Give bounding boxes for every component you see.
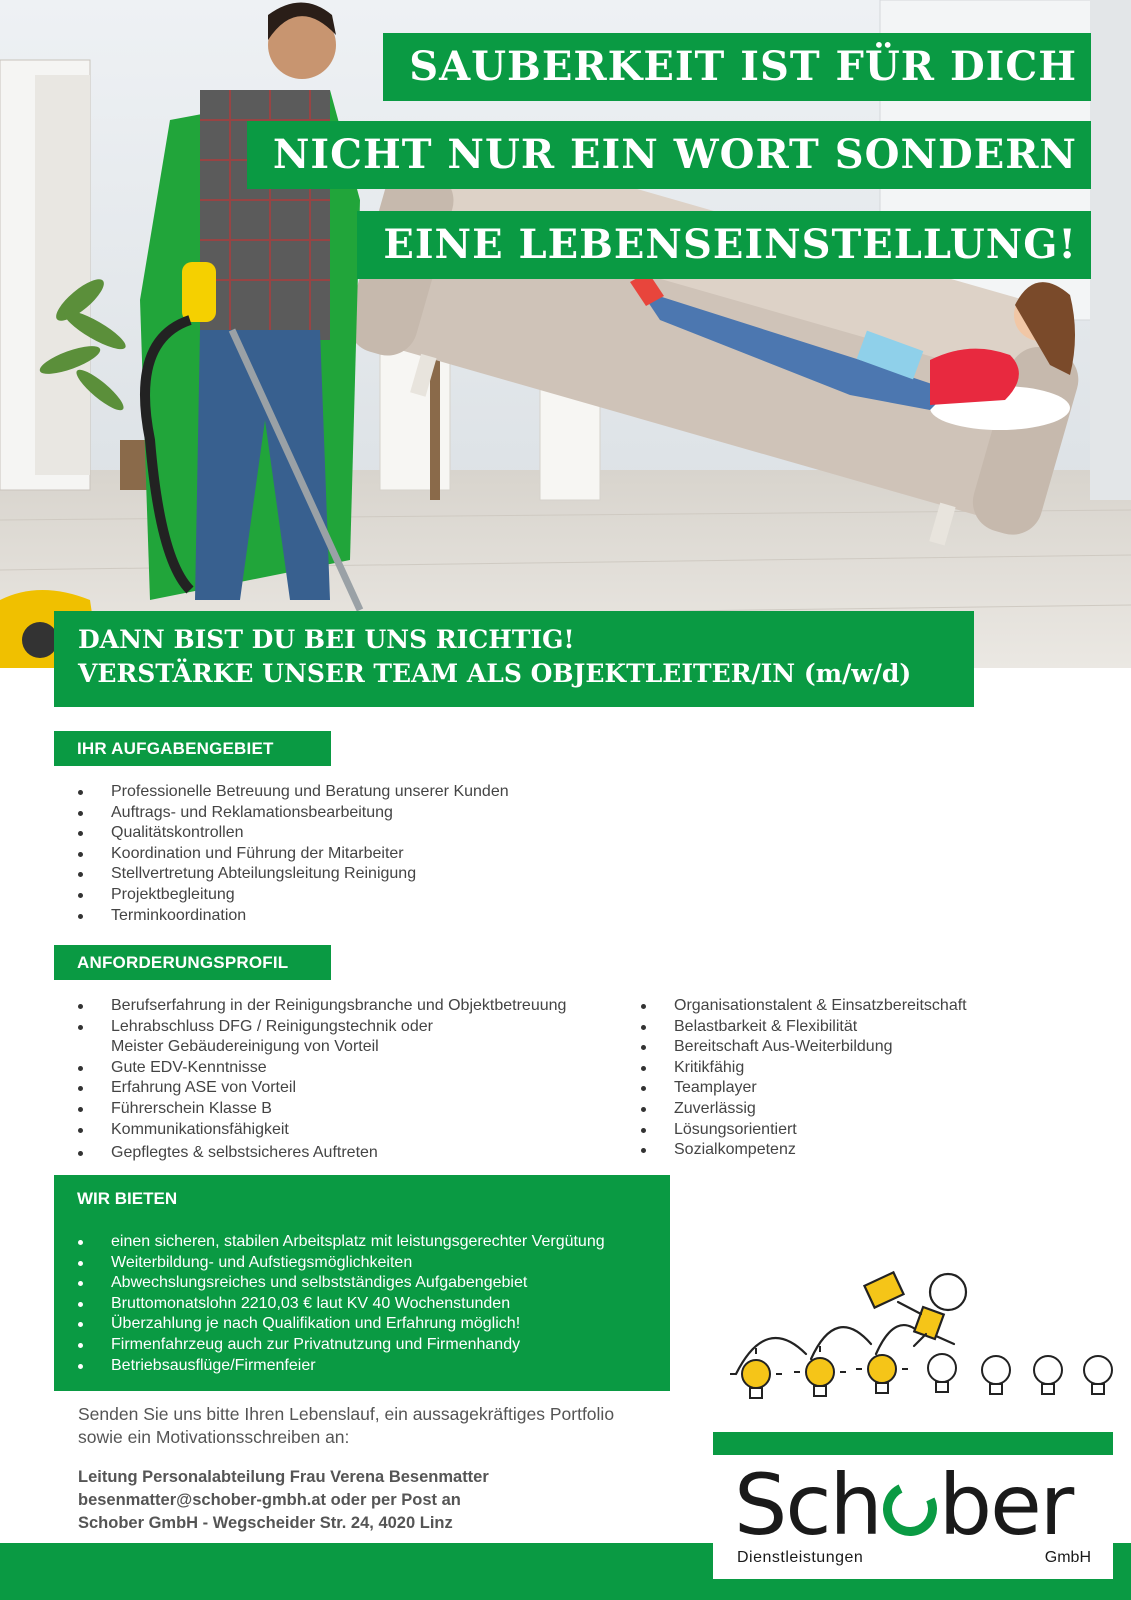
subheadline-line-2: VERSTÄRKE UNSER TEAM ALS OBJEKTLEITER/IN (m/w/d) [78, 659, 912, 688]
list-item: Lösungsorientiert [641, 1120, 967, 1141]
list-item: Bruttomonatslohn 2210,03 € laut KV 40 Wochenstunden [78, 1294, 605, 1315]
headline-line-1: SAUBERKEIT IST FÜR DICH [383, 33, 1091, 101]
contact-block [78, 1466, 489, 1535]
list-item: Belastbarkeit & Flexibilität [641, 1017, 967, 1038]
list-item: Weiterbildung- und Aufstiegsmöglichkeiten [78, 1253, 605, 1274]
logo-wordmark [734, 1456, 1073, 1554]
list-item: Betriebsausflüge/Firmenfeier [78, 1356, 605, 1377]
list-item-line: Meister Gebäudereinigung von Vorteil [111, 1038, 379, 1056]
logo-legal-form: GmbH [1044, 1549, 1091, 1566]
list-item: Überzahlung je nach Qualifikation und Erfahrung möglich! [78, 1314, 605, 1335]
section-title-wir-bieten: WIR BIETEN [77, 1189, 178, 1208]
logo-ring-icon [875, 1474, 944, 1543]
list-item: Terminkoordination [78, 906, 509, 927]
wir-bieten-box [54, 1175, 670, 1391]
anforderung-list-left [78, 996, 566, 1164]
list-item: einen sicheren, stabilen Arbeitsplatz mit leistungsgerechter Vergütung [78, 1232, 605, 1253]
company-logo [713, 1455, 1113, 1579]
list-item: Gute EDV-Kenntnisse [78, 1058, 566, 1079]
contact-person: Leitung Personalabteilung Frau Verena Besenmatter [78, 1468, 489, 1486]
wir-bieten-list [78, 1232, 605, 1376]
contact-address: Schober GmbH - Wegscheider Str. 24, 4020 Linz [78, 1514, 453, 1532]
list-item: Auftrags- und Reklamationsbearbeitung [78, 803, 509, 824]
list-item: Organisationstalent & Einsatzbereitschaft [641, 996, 967, 1017]
application-line-1: Senden Sie uns bitte Ihren Lebenslauf, ein aussagekräftiges Portfolio [78, 1404, 615, 1424]
list-item: Teamplayer [641, 1078, 967, 1099]
section-title-anforderungsprofil: ANFORDERUNGSPROFIL [54, 945, 331, 980]
list-item: Zuverlässig [641, 1099, 967, 1120]
headline-line-3: EINE LEBENSEINSTELLUNG! [357, 211, 1091, 279]
list-item: Koordination und Führung der Mitarbeiter [78, 844, 509, 865]
aufgaben-list [78, 782, 509, 926]
list-item: Projektbegleitung [78, 885, 509, 906]
logo-top-bar [713, 1432, 1113, 1455]
list-item: Stellvertretung Abteilungsleitung Reinigung [78, 864, 509, 885]
list-item: Berufserfahrung in der Reinigungsbranche und Objektbetreuung [78, 996, 566, 1017]
list-item: Firmenfahrzeug auch zur Privatnutzung und Firmenhandy [78, 1335, 605, 1356]
headline-line-2: NICHT NUR EIN WORT SONDERN [247, 121, 1091, 189]
application-instructions [78, 1403, 614, 1449]
list-item: Bereitschaft Aus-Weiterbildung [641, 1037, 967, 1058]
list-item: Erfahrung ASE von Vorteil [78, 1078, 566, 1099]
list-item: Kommunikationsfähigkeit [78, 1120, 566, 1141]
section-title-aufgabengebiet: IHR AUFGABENGEBIET [54, 731, 331, 766]
list-item: Kritikfähig [641, 1058, 967, 1079]
list-item [78, 1017, 566, 1058]
list-item: Professionelle Betreuung und Beratung unserer Kunden [78, 782, 509, 803]
list-item: Abwechslungsreiches und selbstständiges Aufgabengebiet [78, 1273, 605, 1294]
contact-email[interactable]: besenmatter@schober-gmbh.at oder per Post an [78, 1491, 461, 1509]
logo-word-end: ber [938, 1456, 1073, 1554]
logo-subtitle: Dienstleistungen [737, 1549, 864, 1566]
lightbulb-doodle-icon [716, 1254, 1116, 1424]
list-item: Führerschein Klasse B [78, 1099, 566, 1120]
list-item: Qualitätskontrollen [78, 823, 509, 844]
list-item: Gepflegtes & selbstsicheres Auftreten [78, 1143, 566, 1164]
anforderung-list-right [641, 996, 967, 1161]
application-line-2: sowie ein Motivationsschreiben an: [78, 1427, 350, 1447]
logo-word-start: Sch [734, 1456, 881, 1554]
subheadline-line-1: DANN BIST DU BEI UNS RICHTIG! [78, 625, 575, 654]
list-item: Sozialkompetenz [641, 1140, 967, 1161]
subheadline-box [54, 611, 974, 707]
list-item-line: Lehrabschluss DFG / Reinigungstechnik oder [111, 1017, 433, 1035]
